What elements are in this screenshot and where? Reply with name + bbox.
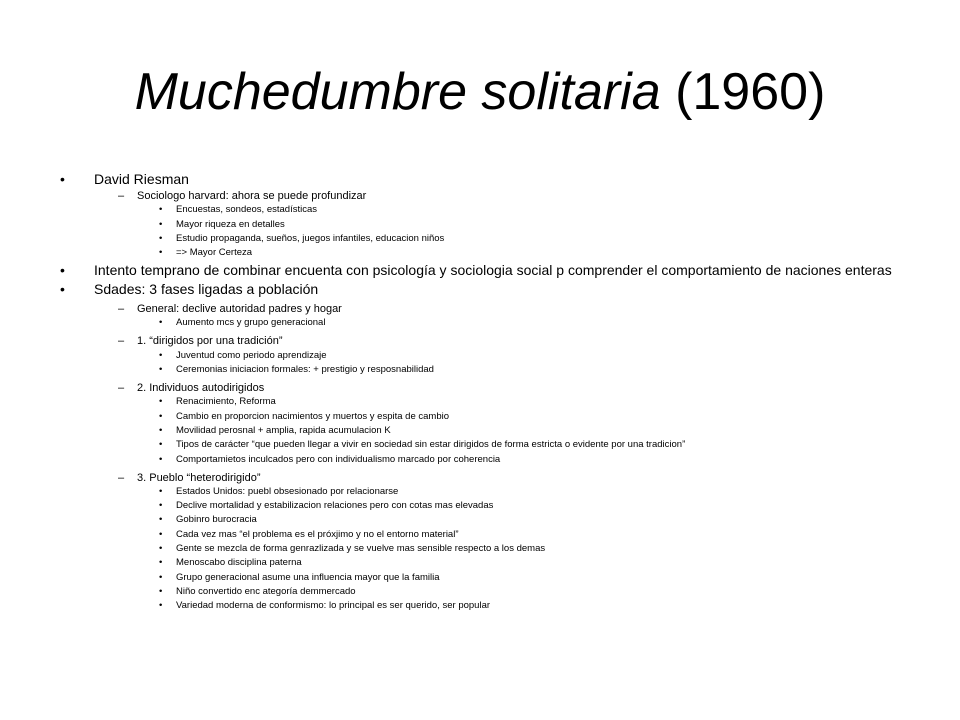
item-text: Estudio propaganda, sueños, juegos infantiles, educacion niños bbox=[176, 232, 445, 244]
dash-icon: – bbox=[118, 190, 125, 202]
sub-sub-bullet bbox=[58, 364, 903, 376]
sub-sub-bullet bbox=[58, 543, 903, 555]
bullet-dot-icon: • bbox=[159, 410, 163, 422]
sub-bullet-text: Sociologo harvard: ahora se puede profundizar bbox=[137, 190, 367, 202]
sub-sub-bullet bbox=[58, 514, 903, 526]
sub-sub-bullet bbox=[58, 233, 903, 245]
sub-sub-bullet bbox=[58, 396, 903, 408]
item-text: Cambio en proporcion nacimientos y muertos y espita de cambio bbox=[176, 410, 449, 422]
dash-icon: – bbox=[118, 335, 125, 348]
dash-icon: – bbox=[118, 471, 125, 484]
sub-bullet bbox=[58, 303, 903, 315]
sub-sub-bullet bbox=[58, 454, 903, 466]
bullet-dot-icon: • bbox=[159, 500, 163, 512]
dash-icon: – bbox=[118, 303, 125, 316]
item-text: Estados Unidos: puebl obsesionado por relacionarse bbox=[176, 485, 399, 497]
item-text: Encuestas, sondeos, estadísticas bbox=[176, 204, 317, 216]
bullet-dot-icon: • bbox=[159, 204, 163, 216]
item-text: Comportamietos inculcados pero con individualismo marcado por coherencia bbox=[176, 453, 501, 465]
slide-body bbox=[58, 170, 903, 612]
slide-title bbox=[0, 60, 960, 124]
bullet-text: Sdades: 3 fases ligadas a población bbox=[94, 281, 319, 298]
item-text: Menoscabo disciplina paterna bbox=[176, 557, 302, 569]
sub-sub-bullet bbox=[58, 247, 903, 259]
title-italic: Muchedumbre solitaria bbox=[134, 63, 661, 121]
bullet-text: David Riesman bbox=[94, 171, 189, 187]
bullet-dot-icon: • bbox=[159, 485, 163, 497]
sub-sub-bullet bbox=[58, 600, 903, 612]
sub-sub-bullet bbox=[58, 529, 903, 541]
title-year: (1960) bbox=[660, 63, 826, 121]
sub-sub-bullet bbox=[58, 219, 903, 231]
bullet-dot-icon: • bbox=[159, 557, 163, 569]
item-text: Aumento mcs y grupo generacional bbox=[176, 317, 326, 329]
bullet-dot-icon: • bbox=[159, 571, 163, 583]
sub-sub-bullet bbox=[58, 586, 903, 598]
dash-icon: – bbox=[118, 382, 125, 395]
bullet-dot-icon: • bbox=[159, 317, 163, 329]
bullet-dot-icon: • bbox=[159, 514, 163, 526]
bullet-dot-icon: • bbox=[60, 262, 65, 279]
sub-bullet-text: 1. “dirigidos por una tradición” bbox=[137, 335, 283, 348]
item-text: Movilidad perosnal + amplia, rapida acumulacion K bbox=[176, 424, 391, 436]
sub-sub-bullet bbox=[58, 439, 903, 451]
bullet-dot-icon: • bbox=[159, 453, 163, 465]
sub-bullet-text: 3. Pueblo “heterodirigido” bbox=[137, 471, 261, 484]
sub-bullet bbox=[58, 382, 903, 394]
sub-bullet bbox=[58, 190, 903, 202]
bullet-dot-icon: • bbox=[159, 247, 163, 259]
item-text: Renacimiento, Reforma bbox=[176, 396, 276, 408]
bullet-dot-icon: • bbox=[159, 218, 163, 230]
bullet-dot-icon: • bbox=[159, 439, 163, 451]
item-text: Gente se mezcla de forma genrazlizada y se vuelve mas sensible respecto a los demas bbox=[176, 543, 546, 555]
item-text: Ceremonias iniciacion formales: + prestigio y resposnabilidad bbox=[176, 364, 434, 376]
sub-bullet bbox=[58, 472, 903, 484]
sub-bullet-text: 2. Individuos autodirigidos bbox=[137, 382, 265, 395]
sub-sub-bullet bbox=[58, 350, 903, 362]
item-text: Tipos de carácter “que pueden llegar a vivir en sociedad sin estar dirigidos de forma estricta o evidente por una tradicion” bbox=[176, 439, 686, 451]
sub-sub-bullet bbox=[58, 411, 903, 423]
bullet bbox=[58, 282, 903, 297]
bullet-dot-icon: • bbox=[159, 424, 163, 436]
item-text: Grupo generacional asume una influencia mayor que la familia bbox=[176, 571, 440, 583]
sub-bullet-text: General: declive autoridad padres y hogar bbox=[137, 303, 342, 316]
sub-sub-bullet bbox=[58, 486, 903, 498]
sub-sub-bullet bbox=[58, 204, 903, 216]
bullet-dot-icon: • bbox=[159, 600, 163, 612]
sub-sub-bullet bbox=[58, 557, 903, 569]
item-text: Mayor riqueza en detalles bbox=[176, 218, 285, 230]
sub-sub-bullet bbox=[58, 317, 903, 329]
sub-sub-bullet bbox=[58, 500, 903, 512]
item-text: Declive mortalidad y estabilizacion relaciones pero con cotas mas elevadas bbox=[176, 500, 494, 512]
item-text: => Mayor Certeza bbox=[176, 247, 253, 259]
item-text: Juventud como periodo aprendizaje bbox=[176, 349, 327, 361]
item-text: Variedad moderna de conformismo: lo principal es ser querido, ser popular bbox=[176, 600, 491, 612]
bullet-dot-icon: • bbox=[159, 528, 163, 540]
bullet-dot-icon: • bbox=[159, 349, 163, 361]
bullet bbox=[58, 263, 903, 278]
item-text: Gobinro burocracia bbox=[176, 514, 257, 526]
bullet-dot-icon: • bbox=[159, 396, 163, 408]
sub-sub-bullet bbox=[58, 572, 903, 584]
bullet-dot-icon: • bbox=[159, 585, 163, 597]
sub-bullet bbox=[58, 335, 903, 347]
bullet bbox=[58, 172, 903, 187]
bullet-text: Intento temprano de combinar encuenta con psicología y sociologia social p comprender el comportamiento de naciones enteras bbox=[94, 262, 892, 279]
bullet-dot-icon: • bbox=[60, 171, 65, 187]
bullet-dot-icon: • bbox=[159, 232, 163, 244]
bullet-dot-icon: • bbox=[60, 281, 65, 298]
item-text: Niño convertido enc ategoría demmercado bbox=[176, 585, 356, 597]
item-text: Cada vez mas “el problema es el próxjimo y no el entorno material” bbox=[176, 528, 459, 540]
bullet-dot-icon: • bbox=[159, 364, 163, 376]
sub-sub-bullet bbox=[58, 425, 903, 437]
bullet-dot-icon: • bbox=[159, 543, 163, 555]
